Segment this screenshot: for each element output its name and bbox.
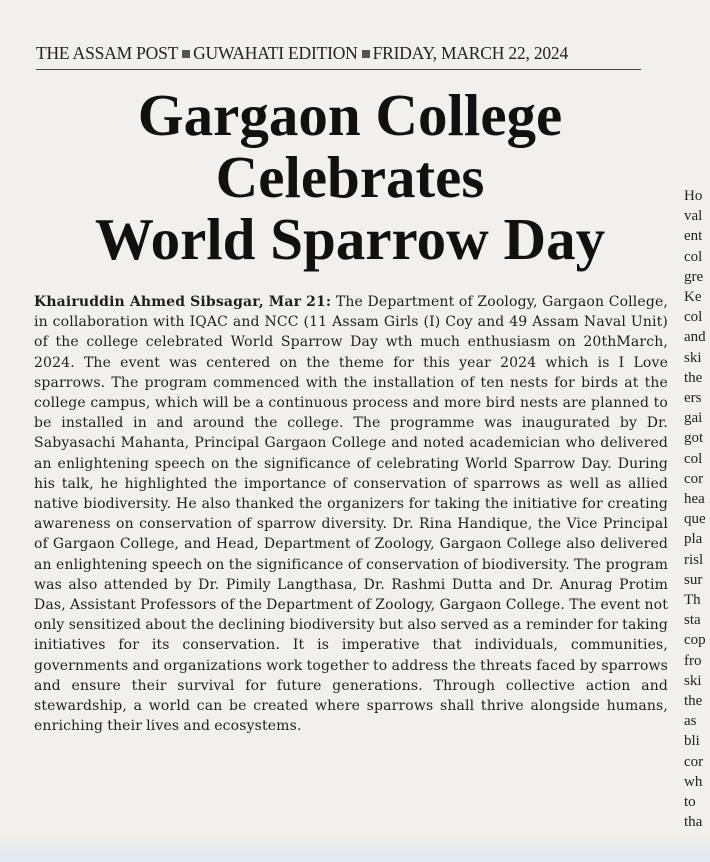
adjacent-column-line: ski [684,349,702,366]
adjacent-column-line: ent [684,228,703,245]
adjacent-column-line: bli [684,733,700,750]
adjacent-column-line: pla [684,531,703,548]
article-text: The Department of Zoology, Gargaon College, in collaboration with IQAC and NCC (11 Assam Girls (I) Coy and 49 Assam Naval Unit) of the college celebrated World Sparrow Day wth much enthusiasm on 20thMarch, 2024. The event was centered on the theme for this year 2024 which is I Love sparrows. The program commenced with the installation of ten nests for birds at the college campus, which will be a continuous process and more bird nests are planned to be installed in and around the college. The programme was inaugurated by Dr. Sabyasachi Mahanta, Principal Gargaon College and noted academician who delivered an enlightening speech on the significance of celebrating World Sparrow Day. During his talk, he highlighted the importance of conservation of sparrows as well as allied native biodiversity. He also thanked the organizers for taking the initiative for creating awareness on conservation of sparrow diversity. Dr. Rina Handique, the Vice Principal of Gargaon College, and Head, Department of Zoology, Gargaon College also delivered an enlightening speech on the significance of conservation of biodiversity. The program was also attended by Dr. Pimily Langthasa, Dr. Rashmi Dutta and Dr. Anurag Protim Das, Assistant Professors of the Department of Zoology, Gargaon College. The event not only sensitized about the declining biodiversity but also served as a reminder for taking initiatives for its conservation. It is imperative that individuals, communities, governments and organizations work together to address the threats faced by sparrows and ensure their survival for future generations. Through collective action and stewardship, a world can be created where sparrows shall thrive alongside humans, enriching their lives and ecosystems. [34,294,668,735]
adjacent-column-line: gre [684,268,704,285]
headline-line-1: Gargaon College [137,82,563,148]
adjacent-column-line: sta [684,612,701,629]
adjacent-column-line: got [684,430,704,447]
adjacent-column-line: Th [684,592,701,609]
separator-square-icon [182,50,190,58]
byline: Khairuddin Ahmed Sibsagar, Mar 21: [34,294,332,310]
adjacent-column-line: wh [684,773,703,790]
adjacent-column-line: cor [684,753,704,770]
adjacent-column-line: gai [684,410,703,427]
adjacent-column-line: fro [684,652,702,669]
adjacent-column-line: as [684,713,697,730]
adjacent-column-line: ers [684,390,702,407]
paper-name: THE ASSAM POST [36,43,179,63]
adjacent-column-line: cop [684,632,706,649]
page-bottom-edge [0,835,710,862]
adjacent-column-line: col [684,450,703,467]
adjacent-column-line: the [684,693,703,710]
adjacent-column-line: the [684,369,703,386]
adjacent-column-line: col [684,248,703,265]
headline-line-3: World Sparrow Day [94,206,606,272]
adjacent-column-line: sur [684,571,703,588]
headline [34,84,666,270]
adjacent-column-line: ski [684,672,702,689]
adjacent-column-line: hea [684,491,705,508]
edition-name: GUWAHATI EDITION [193,43,358,63]
adjacent-column-line: Ke [684,289,702,306]
adjacent-column-line: cor [684,470,704,487]
masthead [36,43,646,69]
adjacent-column-line: que [684,511,706,528]
adjacent-column-line: Ho [684,188,703,204]
article-body [34,292,668,736]
adjacent-column-line: and [684,329,706,346]
adjacent-column-line: val [684,208,703,225]
adjacent-column-line: risl [684,551,704,568]
adjacent-column-line: to [684,794,696,811]
adjacent-article-column [684,186,710,853]
adjacent-column-line: col [684,309,703,326]
masthead-rule [36,69,641,70]
separator-square-icon [362,50,370,58]
issue-date: FRIDAY, MARCH 22, 2024 [372,43,569,63]
headline-line-2: Celebrates [215,144,485,210]
adjacent-column-line: tha [684,814,703,831]
